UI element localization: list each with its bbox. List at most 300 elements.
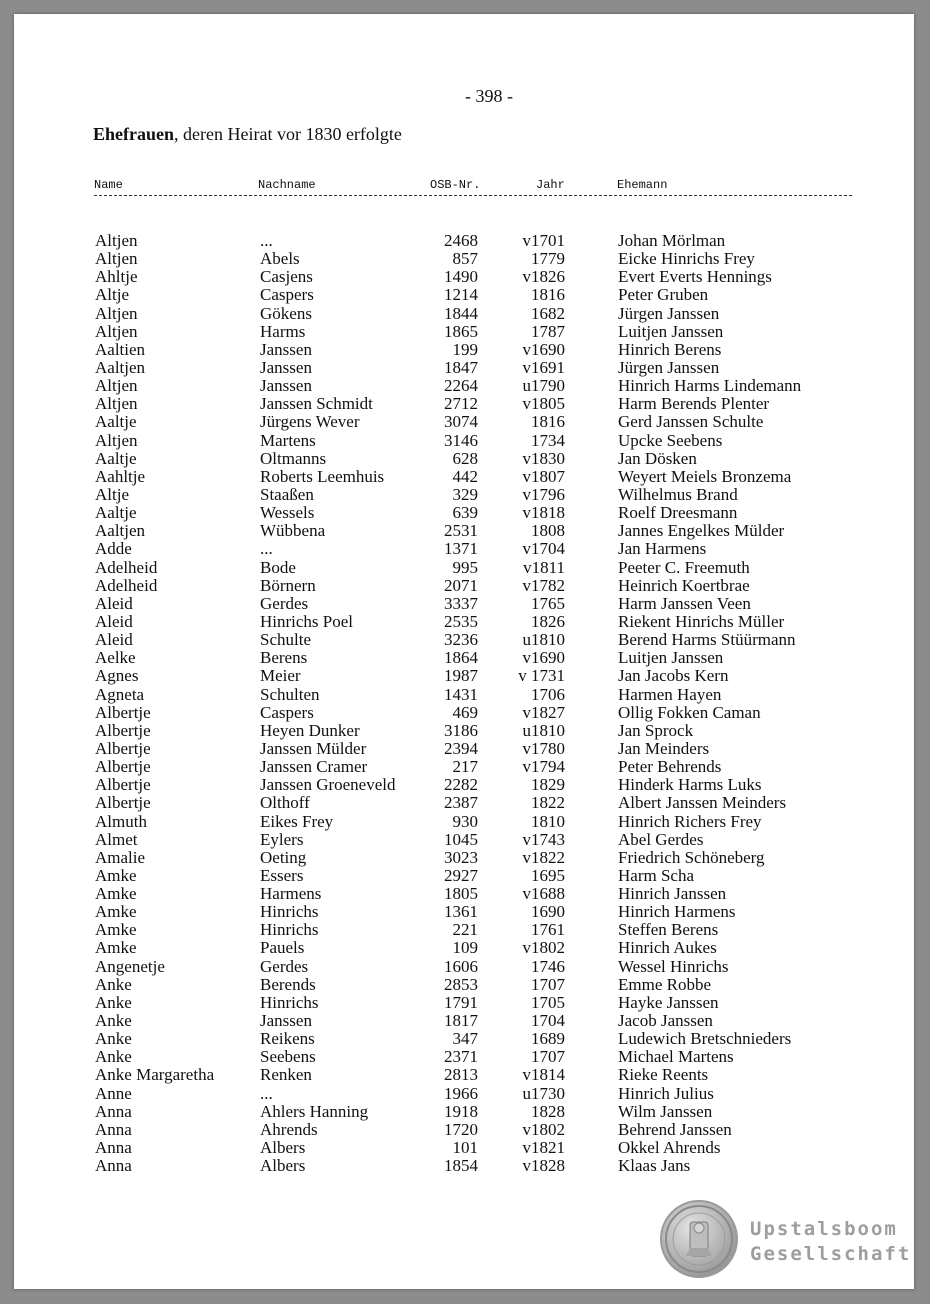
- table-row: [14, 1121, 914, 1139]
- osb-nr-cell: 199: [452, 339, 478, 359]
- vorname-cell: Aahltje: [95, 466, 146, 486]
- nachname-cell: Caspers: [260, 285, 314, 305]
- osb-nr-cell: 3186: [444, 720, 478, 740]
- table-row: [14, 286, 914, 304]
- osb-nr-cell: 1606: [444, 956, 478, 976]
- ehemann-cell: Hinrich Harms Lindemann: [618, 376, 802, 396]
- vorname-cell: Albertje: [95, 720, 151, 740]
- osb-nr-cell: 2712: [444, 394, 478, 414]
- table-row: [14, 522, 914, 540]
- nachname-cell: Hinrichs: [260, 902, 319, 922]
- ehemann-cell: Okkel Ahrends: [618, 1138, 721, 1158]
- jahr-cell: v1691: [522, 357, 565, 377]
- nachname-cell: Börnern: [260, 575, 316, 595]
- vorname-cell: Aaltjen: [95, 521, 146, 541]
- ehemann-cell: Hinrich Janssen: [618, 884, 727, 904]
- table-row: [14, 1103, 914, 1121]
- nachname-cell: Ahlers Hanning: [260, 1101, 369, 1121]
- osb-nr-cell: 109: [452, 938, 478, 958]
- jahr-cell: v1830: [522, 448, 565, 468]
- col-header-ehemann: Ehemann: [617, 178, 668, 192]
- vorname-cell: Anne: [95, 1083, 132, 1103]
- table-row: [14, 595, 914, 613]
- ehemann-cell: Jürgen Janssen: [618, 303, 720, 323]
- col-header-name: Name: [94, 178, 123, 192]
- vorname-cell: Agnes: [95, 666, 139, 686]
- table-row: [14, 1139, 914, 1157]
- vorname-cell: Amke: [95, 884, 137, 904]
- table-row: [14, 432, 914, 450]
- society-logo-text: [750, 1217, 911, 1267]
- vorname-cell: Anna: [95, 1156, 132, 1176]
- osb-nr-cell: 221: [452, 920, 478, 940]
- jahr-cell: 1682: [531, 303, 565, 323]
- jahr-cell: 1706: [531, 684, 565, 704]
- table-row: [14, 268, 914, 286]
- table-row: [14, 305, 914, 323]
- table-row: [14, 976, 914, 994]
- nachname-cell: Janssen Cramer: [260, 757, 368, 777]
- vorname-cell: Angenetje: [95, 956, 165, 976]
- nachname-cell: Janssen: [260, 339, 312, 359]
- jahr-cell: 1808: [531, 521, 565, 541]
- ehemann-cell: Johan Mörlman: [618, 231, 726, 250]
- table-row: [14, 359, 914, 377]
- ehemann-cell: Wilm Janssen: [618, 1101, 713, 1121]
- osb-nr-cell: 1371: [444, 539, 478, 559]
- osb-nr-cell: 2927: [444, 865, 478, 885]
- jahr-cell: 1787: [531, 321, 565, 341]
- table-row: [14, 921, 914, 939]
- jahr-cell: 1705: [531, 992, 565, 1012]
- jahr-cell: v1822: [522, 847, 565, 867]
- vorname-cell: Altje: [95, 285, 129, 305]
- table-row: [14, 377, 914, 395]
- vorname-cell: Amke: [95, 938, 137, 958]
- vorname-cell: Altjen: [95, 376, 138, 396]
- osb-nr-cell: 857: [452, 249, 478, 269]
- nachname-cell: Janssen Mülder: [260, 738, 367, 758]
- nachname-cell: Seebens: [260, 1047, 316, 1067]
- document-page: [14, 14, 914, 1289]
- nachname-cell: Gökens: [260, 303, 312, 323]
- table-row: [14, 885, 914, 903]
- jahr-cell: 1690: [531, 902, 565, 922]
- osb-nr-cell: 442: [452, 466, 478, 486]
- jahr-cell: v1743: [522, 829, 565, 849]
- jahr-cell: v1827: [522, 702, 565, 722]
- ehemann-cell: Berend Harms Stüürmann: [618, 630, 796, 650]
- ehemann-cell: Michael Martens: [618, 1047, 734, 1067]
- nachname-cell: Ahrends: [260, 1119, 318, 1139]
- jahr-cell: 1695: [531, 865, 565, 885]
- ehemann-cell: Peeter C. Freemuth: [618, 557, 750, 577]
- table-row: [14, 649, 914, 667]
- osb-nr-cell: 2071: [444, 575, 478, 595]
- col-header-nachname: Nachname: [258, 178, 316, 192]
- table-row: [14, 540, 914, 558]
- ehemann-cell: Harm Janssen Veen: [618, 593, 751, 613]
- jahr-cell: v 1731: [518, 666, 565, 686]
- osb-nr-cell: 2264: [444, 376, 478, 396]
- nachname-cell: Caspers: [260, 702, 314, 722]
- nachname-cell: Oeting: [260, 847, 307, 867]
- nachname-cell: Albers: [260, 1156, 306, 1176]
- nachname-cell: Oltmanns: [260, 448, 327, 468]
- ehemann-cell: Jan Dösken: [618, 448, 697, 468]
- table-row: [14, 994, 914, 1012]
- osb-nr-cell: 1865: [444, 321, 478, 341]
- table-row: [14, 958, 914, 976]
- osb-nr-cell: 347: [452, 1029, 478, 1049]
- page-number: - 398 -: [465, 86, 513, 106]
- jahr-cell: u1790: [522, 376, 565, 396]
- jahr-cell: 1829: [531, 775, 565, 795]
- ehemann-cell: Jan Sprock: [618, 720, 694, 740]
- jahr-cell: 1704: [531, 1011, 565, 1031]
- table-row: [14, 1085, 914, 1103]
- jahr-cell: v1818: [522, 503, 565, 523]
- jahr-cell: v1826: [522, 267, 565, 287]
- osb-nr-cell: 329: [452, 484, 478, 504]
- nachname-cell: ...: [260, 1083, 273, 1103]
- vorname-cell: Anke: [95, 1047, 132, 1067]
- jahr-cell: 1746: [531, 956, 565, 976]
- vorname-cell: Adde: [95, 539, 132, 559]
- col-header-osb: OSB-Nr.: [430, 178, 481, 192]
- vorname-cell: Albertje: [95, 793, 151, 813]
- table-row: [14, 867, 914, 885]
- vorname-cell: Altje: [95, 484, 129, 504]
- ehemann-cell: Jannes Engelkes Mülder: [618, 521, 785, 541]
- table-row: [14, 1157, 914, 1175]
- nachname-cell: Janssen: [260, 376, 312, 396]
- vorname-cell: Anke: [95, 1011, 132, 1031]
- osb-nr-cell: 1720: [444, 1119, 478, 1139]
- ehemann-cell: Hinrich Julius: [618, 1083, 714, 1103]
- ehemann-cell: Upcke Seebens: [618, 430, 723, 450]
- osb-nr-cell: 639: [452, 503, 478, 523]
- col-header-jahr: Jahr: [536, 178, 565, 192]
- ehemann-cell: Peter Gruben: [618, 285, 709, 305]
- jahr-cell: v1690: [522, 648, 565, 668]
- osb-nr-cell: 1361: [444, 902, 478, 922]
- table-row: [14, 1012, 914, 1030]
- jahr-cell: v1796: [522, 484, 565, 504]
- ehemann-cell: Wessel Hinrichs: [618, 956, 729, 976]
- nachname-cell: Meier: [260, 666, 301, 686]
- ehemann-cell: Peter Behrends: [618, 757, 722, 777]
- vorname-cell: Amke: [95, 902, 137, 922]
- jahr-cell: v1821: [522, 1138, 565, 1158]
- osb-nr-cell: 995: [452, 557, 478, 577]
- jahr-cell: v1814: [522, 1065, 565, 1085]
- jahr-cell: 1816: [531, 412, 565, 432]
- ehemann-cell: Albert Janssen Meinders: [618, 793, 787, 813]
- nachname-cell: ...: [260, 539, 273, 559]
- ehemann-cell: Emme Robbe: [618, 974, 712, 994]
- vorname-cell: Amke: [95, 865, 137, 885]
- nachname-cell: Janssen Groeneveld: [260, 775, 396, 795]
- vorname-cell: Anke Margaretha: [95, 1065, 215, 1085]
- jahr-cell: 1761: [531, 920, 565, 940]
- vorname-cell: Altjen: [95, 430, 138, 450]
- osb-nr-cell: 1854: [444, 1156, 478, 1176]
- table-row: [14, 486, 914, 504]
- ehemann-cell: Luitjen Janssen: [618, 648, 724, 668]
- ehemann-cell: Gerd Janssen Schulte: [618, 412, 764, 432]
- vorname-cell: Aaltje: [95, 503, 137, 523]
- jahr-cell: v1811: [523, 557, 565, 577]
- jahr-cell: 1689: [531, 1029, 565, 1049]
- ehemann-cell: Ludewich Bretschnieders: [618, 1029, 792, 1049]
- nachname-cell: Berends: [260, 974, 316, 994]
- osb-nr-cell: 1817: [444, 1011, 478, 1031]
- vorname-cell: Ahltje: [95, 267, 138, 287]
- ehemann-cell: Abel Gerdes: [618, 829, 704, 849]
- nachname-cell: Janssen Schmidt: [260, 394, 373, 414]
- heading-rest: , deren Heirat vor 1830 erfolgte: [174, 124, 402, 144]
- vorname-cell: Almet: [95, 829, 138, 849]
- osb-nr-cell: 1490: [444, 267, 478, 287]
- vorname-cell: Aleid: [95, 593, 133, 613]
- nachname-cell: Bode: [260, 557, 296, 577]
- nachname-cell: ...: [260, 231, 273, 250]
- ehemann-cell: Eicke Hinrichs Frey: [618, 249, 755, 269]
- entries-table: [14, 232, 914, 1175]
- nachname-cell: Renken: [260, 1065, 312, 1085]
- osb-nr-cell: 217: [452, 757, 478, 777]
- vorname-cell: Aelke: [95, 648, 136, 668]
- table-row: [14, 794, 914, 812]
- nachname-cell: Roberts Leemhuis: [260, 466, 385, 486]
- jahr-cell: u1810: [522, 630, 565, 650]
- nachname-cell: Eylers: [260, 829, 304, 849]
- vorname-cell: Anna: [95, 1119, 132, 1139]
- table-row: [14, 722, 914, 740]
- ehemann-cell: Hinrich Berens: [618, 339, 722, 359]
- logo-line-1: Upstalsboom: [750, 1218, 898, 1240]
- nachname-cell: Staaßen: [260, 484, 314, 504]
- nachname-cell: Martens: [260, 430, 316, 450]
- vorname-cell: Agneta: [95, 684, 145, 704]
- page-heading: [93, 124, 402, 145]
- osb-nr-cell: 1431: [444, 684, 478, 704]
- vorname-cell: Amalie: [95, 847, 146, 867]
- vorname-cell: Aaltje: [95, 448, 137, 468]
- nachname-cell: Pauels: [260, 938, 305, 958]
- header-divider: [94, 195, 852, 196]
- nachname-cell: Abels: [260, 249, 300, 269]
- table-row: [14, 686, 914, 704]
- table-row: [14, 577, 914, 595]
- osb-nr-cell: 2282: [444, 775, 478, 795]
- nachname-cell: Albers: [260, 1138, 306, 1158]
- table-row: [14, 413, 914, 431]
- vorname-cell: Almuth: [95, 811, 147, 831]
- table-row: [14, 559, 914, 577]
- table-row: [14, 504, 914, 522]
- jahr-cell: v1701: [522, 231, 565, 250]
- ehemann-cell: Riekent Hinrichs Müller: [618, 611, 785, 631]
- nachname-cell: Reikens: [260, 1029, 315, 1049]
- jahr-cell: v1782: [522, 575, 565, 595]
- ehemann-cell: Friedrich Schöneberg: [618, 847, 765, 867]
- table-row: [14, 776, 914, 794]
- osb-nr-cell: 930: [452, 811, 478, 831]
- vorname-cell: Anke: [95, 1029, 132, 1049]
- ehemann-cell: Steffen Berens: [618, 920, 719, 940]
- vorname-cell: Aaltjen: [95, 357, 146, 377]
- table-row: [14, 613, 914, 631]
- nachname-cell: Eikes Frey: [260, 811, 334, 831]
- ehemann-cell: Jan Jacobs Kern: [618, 666, 729, 686]
- ehemann-cell: Evert Everts Hennings: [618, 267, 772, 287]
- nachname-cell: Gerdes: [260, 593, 309, 613]
- jahr-cell: 1828: [531, 1101, 565, 1121]
- table-row: [14, 232, 914, 250]
- osb-nr-cell: 3146: [444, 430, 478, 450]
- table-row: [14, 831, 914, 849]
- nachname-cell: Schulten: [260, 684, 320, 704]
- table-row: [14, 758, 914, 776]
- table-row: [14, 1030, 914, 1048]
- osb-nr-cell: 3236: [444, 630, 478, 650]
- vorname-cell: Anke: [95, 974, 132, 994]
- jahr-cell: u1810: [522, 720, 565, 740]
- nachname-cell: Harms: [260, 321, 306, 341]
- vorname-cell: Albertje: [95, 757, 151, 777]
- jahr-cell: u1730: [522, 1083, 565, 1103]
- osb-nr-cell: 2813: [444, 1065, 478, 1085]
- osb-nr-cell: 2394: [444, 738, 478, 758]
- table-row: [14, 395, 914, 413]
- ehemann-cell: Harm Berends Plenter: [618, 394, 770, 414]
- ehemann-cell: Hinderk Harms Luks: [618, 775, 762, 795]
- ehemann-cell: Hinrich Aukes: [618, 938, 717, 958]
- jahr-cell: v1802: [522, 938, 565, 958]
- jahr-cell: 1707: [531, 974, 565, 994]
- osb-nr-cell: 3337: [444, 593, 478, 613]
- vorname-cell: Adelheid: [95, 575, 158, 595]
- nachname-cell: Berens: [260, 648, 308, 668]
- vorname-cell: Aleid: [95, 630, 133, 650]
- jahr-cell: 1816: [531, 285, 565, 305]
- vorname-cell: Aaltien: [95, 339, 146, 359]
- jahr-cell: v1802: [522, 1119, 565, 1139]
- ehemann-cell: Klaas Jans: [618, 1156, 691, 1176]
- vorname-cell: Altjen: [95, 321, 138, 341]
- table-row: [14, 250, 914, 268]
- ehemann-cell: Jan Harmens: [618, 539, 707, 559]
- table-row: [14, 1048, 914, 1066]
- osb-nr-cell: 1966: [444, 1083, 478, 1103]
- nachname-cell: Casjens: [260, 267, 313, 287]
- vorname-cell: Altjen: [95, 394, 138, 414]
- ehemann-cell: Wilhelmus Brand: [618, 484, 738, 504]
- vorname-cell: Aleid: [95, 611, 133, 631]
- jahr-cell: v1828: [522, 1156, 565, 1176]
- osb-nr-cell: 469: [452, 702, 478, 722]
- osb-nr-cell: 1847: [444, 357, 478, 377]
- jahr-cell: v1807: [522, 466, 565, 486]
- nachname-cell: Schulte: [260, 630, 311, 650]
- jahr-cell: v1805: [522, 394, 565, 414]
- jahr-cell: 1734: [531, 430, 565, 450]
- vorname-cell: Adelheid: [95, 557, 158, 577]
- ehemann-cell: Heinrich Koertbrae: [618, 575, 750, 595]
- nachname-cell: Wübbena: [260, 521, 326, 541]
- osb-nr-cell: 1214: [444, 285, 478, 305]
- vorname-cell: Altjen: [95, 231, 138, 250]
- ehemann-cell: Jürgen Janssen: [618, 357, 720, 377]
- osb-nr-cell: 1805: [444, 884, 478, 904]
- ehemann-cell: Hinrich Richers Frey: [618, 811, 762, 831]
- heading-bold: Ehefrauen: [93, 124, 174, 144]
- nachname-cell: Hinrichs Poel: [260, 611, 354, 631]
- table-row: [14, 939, 914, 957]
- table-row: [14, 704, 914, 722]
- osb-nr-cell: 2371: [444, 1047, 478, 1067]
- jahr-cell: v1690: [522, 339, 565, 359]
- ehemann-cell: Rieke Reents: [618, 1065, 709, 1085]
- jahr-cell: v1688: [522, 884, 565, 904]
- ehemann-cell: Harm Scha: [618, 865, 695, 885]
- ehemann-cell: Roelf Dreesmann: [618, 503, 738, 523]
- osb-nr-cell: 1918: [444, 1101, 478, 1121]
- table-row: [14, 849, 914, 867]
- jahr-cell: 1779: [531, 249, 565, 269]
- osb-nr-cell: 2468: [444, 231, 478, 250]
- vorname-cell: Amke: [95, 920, 137, 940]
- nachname-cell: Gerdes: [260, 956, 309, 976]
- nachname-cell: Heyen Dunker: [260, 720, 360, 740]
- vorname-cell: Albertje: [95, 702, 151, 722]
- ehemann-cell: Harmen Hayen: [618, 684, 722, 704]
- nachname-cell: Olthoff: [260, 793, 310, 813]
- table-row: [14, 813, 914, 831]
- vorname-cell: Albertje: [95, 738, 151, 758]
- ehemann-cell: Ollig Fokken Caman: [618, 702, 761, 722]
- nachname-cell: Hinrichs: [260, 992, 319, 1012]
- table-row: [14, 450, 914, 468]
- vorname-cell: Anke: [95, 992, 132, 1012]
- osb-nr-cell: 3023: [444, 847, 478, 867]
- nachname-cell: Hinrichs: [260, 920, 319, 940]
- table-row: [14, 323, 914, 341]
- jahr-cell: v1780: [522, 738, 565, 758]
- jahr-cell: 1765: [531, 593, 565, 613]
- osb-nr-cell: 1987: [444, 666, 478, 686]
- society-seal-icon: [660, 1200, 738, 1278]
- table-row: [14, 740, 914, 758]
- osb-nr-cell: 2535: [444, 611, 478, 631]
- nachname-cell: Harmens: [260, 884, 322, 904]
- osb-nr-cell: 1864: [444, 648, 478, 668]
- ehemann-cell: Weyert Meiels Bronzema: [618, 466, 792, 486]
- ehemann-cell: Luitjen Janssen: [618, 321, 724, 341]
- ehemann-cell: Behrend Janssen: [618, 1119, 732, 1139]
- ehemann-cell: Jan Meinders: [618, 738, 710, 758]
- table-row: [14, 341, 914, 359]
- nachname-cell: Jürgens Wever: [260, 412, 360, 432]
- ehemann-cell: Hayke Janssen: [618, 992, 719, 1012]
- vorname-cell: Aaltje: [95, 412, 137, 432]
- nachname-cell: Essers: [260, 865, 304, 885]
- vorname-cell: Anna: [95, 1138, 132, 1158]
- ehemann-cell: Jacob Janssen: [618, 1011, 713, 1031]
- table-row: [14, 1066, 914, 1084]
